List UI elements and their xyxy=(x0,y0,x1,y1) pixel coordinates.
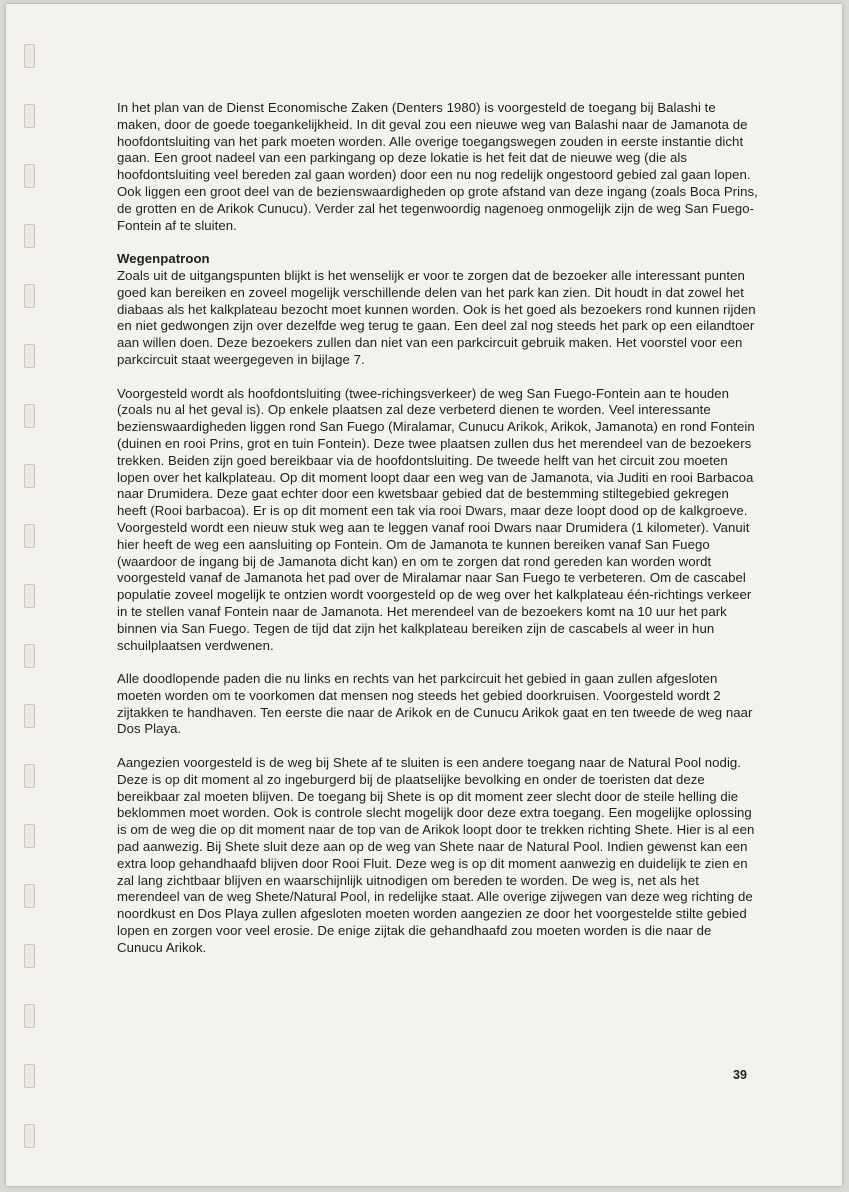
binding-hole xyxy=(24,824,35,848)
binding-hole xyxy=(24,284,35,308)
paragraph-park-entrance: In het plan van de Dienst Economische Zaken (Denters 1980) is voorgesteld de toegang bij Balashi te maken, door de goede toegankelijkheid. In dit geval zou een nieuwe weg van Balashi naar de Jamanota de hoofdontsluiting van het park moeten worden. Alle overige toegangswegen zouden in eerste instantie dicht gaan. Een groot nadeel van een parkingang op deze lokatie is het feit dat de nieuwe weg (die als hoofdontsluiting veel bereden zal gaan worden) door een nu nog redelijk ongestoord gebied zal gaan lopen. Ook liggen een groot deel van de bezienswaardigheden op grote afstand van deze ingang (zoals Boca Prins, de grotten en de Arikok Cunucu). Verder zal het tegenwoordig nagenoeg onmogelijk zijn de weg San Fuego-Fontein af te sluiten. xyxy=(117,100,758,233)
document-page xyxy=(6,4,842,1186)
binding-hole xyxy=(24,704,35,728)
binding-hole xyxy=(24,164,35,188)
binding-hole xyxy=(24,644,35,668)
paragraph-road-pattern: Zoals uit de uitgangspunten blijkt is het wenselijk er voor te zorgen dat de bezoeker alle interessant punten goed kan bereiken en zoveel mogelijk verschillende delen van het park kan zien. Dit houdt in dat zowel het diabaas als het kalkplateau bezocht moet kunnen worden. Ook is het goed als bezoekers rond kunnen rijden en niet gedwongen zijn over dezelfde weg terug te gaan. Een deel zal nog steeds het park op een eilandtoer aan willen doen. Deze bezoekers zullen dan niet van een parkcircuit gebruik maken. Het voorstel voor een parkcircuit staat weergegeven in bijlage 7. xyxy=(117,267,756,367)
paragraph-natural-pool: Aangezien voorgesteld is de weg bij Shete af te sluiten is een andere toegang naar de Natural Pool nodig. Deze is op dit moment al zo ingeburgerd bij de plaatselijke bevolking en onder de toeristen dat deze bereikbaar zal moeten blijven. De toegang bij Shete is op dit moment zeer slecht door de steile helling die beklommen moet worden. Ook is controle slecht mogelijk door deze extra toegang. Een mogelijke oplossing is om de weg die op dit moment naar de top van de Arikok loopt door te trekken richting Shete. Hier is al een pad aanwezig. Bij Shete sluit deze aan op de weg van Shete naar de Natural Pool. Indien gewenst kan een extra loop gehandhaafd blijven door Rooi Fluit. Deze weg is op dit moment aanwezig en duidelijk te zien en zal lang zichtbaar blijven en waarschijnlijk uitnodigen om bereden te worden. De weg is, net als het merendeel van de weg Shete/Natural Pool, in redelijke staat. Alle overige zijwegen van deze weg richting de noordkust en Dos Playa zullen afgesloten moeten worden aangezien ze door het voorgestelde stilte gebied lopen en zorgen voor veel erosie. De enige zijtak die gehandhaafd zou moeten worden is die naar de Cunucu Arikok. xyxy=(117,755,755,955)
binding-hole xyxy=(24,464,35,488)
body-text xyxy=(117,100,760,973)
page-number: 39 xyxy=(733,1068,747,1082)
binding-hole xyxy=(24,1004,35,1028)
binding-hole xyxy=(24,584,35,608)
binding-holes xyxy=(20,34,40,1174)
binding-hole xyxy=(24,344,35,368)
binding-hole xyxy=(24,104,35,128)
section-heading: Wegenpatroon xyxy=(117,251,210,267)
binding-hole xyxy=(24,524,35,548)
binding-hole xyxy=(24,1124,35,1148)
binding-hole xyxy=(24,764,35,788)
paragraph-dead-end-paths: Alle doodlopende paden die nu links en rechts van het parkcircuit het gebied in gaan zullen afgesloten moeten worden om te voorkomen dat mensen nog steeds het gebied doorkruisen. Voorgesteld wordt 2 zijtakken te handhaven. Ten eerste die naar de Arikok en de Cunucu Arikok gaat en ten tweede de weg naar Dos Playa. xyxy=(117,671,753,737)
paragraph-main-access: Voorgesteld wordt als hoofdontsluiting (twee-richingsverkeer) de weg San Fuego-Fontein aan te houden (zoals nu al het geval is). Op enkele plaatsen zal deze verbeterd dienen te worden. Veel interessante bezienswaardigheden liggen rond San Fuego (Miralamar, Cunucu Arikok, Arikok, Jamanota) en rond Fontein (duinen en rooi Prins, grot en tuin Fontein). Deze twee plaatsen zullen dus het merendeel van de bezoekers trekken. Beiden zijn goed bereikbaar via de hoofdontsluiting. De tweede helft van het circuit zou moeten lopen over het kalkplateau. Op dit moment loopt daar een weg van de Jamanota, via Juditi en rooi Barbacoa naar Drumidera. Deze gaat echter door een kwetsbaar gebied dat de bestemming stiltegebied gekregen heeft (Rooi barbacoa). Er is op dit moment een tak via rooi Dwars, maar deze loopt dood op de kalkgroeve. Voorgesteld wordt een nieuw stuk weg aan te leggen vanaf rooi Dwars naar Drumidera (1 kilometer). Vanuit hier heeft de weg een aansluiting op Fontein. Om de Jamanota te kunnen bereiken vanaf San Fuego (waardoor de ingang bij de Jamanota dicht kan) en om te zorgen dat rond gereden kan worden wordt voorgesteld vanaf de Jamanota het pad over de Miralamar naar San Fuego te verbeteren. Om de cascabel populatie zoveel mogelijk te ontzien wordt voorgesteld op de weg over het kalkplateau één-richtings verkeer in te stellen vanaf Fontein naar de Jamanota. Het merendeel van de bezoekers komt na 10 uur het park binnen via San Fuego. Tegen de tijd dat zijn het kalkplateau bereiken zijn de cascabels al weer in hun schuilplaatsen verdwenen. xyxy=(117,385,755,653)
binding-hole xyxy=(24,404,35,428)
binding-hole xyxy=(24,1064,35,1088)
binding-hole xyxy=(24,944,35,968)
binding-hole xyxy=(24,884,35,908)
binding-hole xyxy=(24,44,35,68)
binding-hole xyxy=(24,224,35,248)
